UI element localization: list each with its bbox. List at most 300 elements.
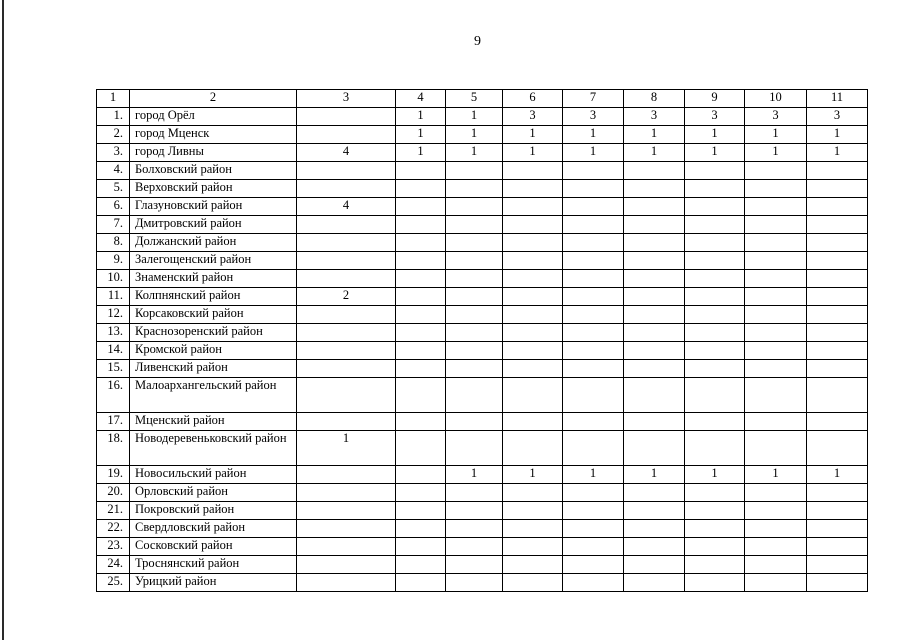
value-cell [396,520,446,538]
district-name-cell: Верховский район [130,180,297,198]
table-row [97,413,868,431]
value-cell [807,413,868,431]
value-cell [624,252,685,270]
value-cell [624,378,685,413]
value-cell [685,360,745,378]
value-cell [807,556,868,574]
value-cell [396,413,446,431]
value-cell: 1 [503,126,563,144]
row-number-cell: 8. [97,234,130,252]
value-cell: 1 [624,126,685,144]
value-cell [297,162,396,180]
row-number-cell: 15. [97,360,130,378]
value-cell [297,126,396,144]
value-cell [503,378,563,413]
value-cell [446,360,503,378]
value-cell [563,162,624,180]
value-cell [745,288,807,306]
value-cell [297,324,396,342]
district-table [96,89,868,592]
table-row [97,484,868,502]
table-row [97,574,868,592]
value-cell [745,162,807,180]
district-name-cell: Сосковский район [130,538,297,556]
value-cell [685,324,745,342]
value-cell [563,378,624,413]
value-cell [446,520,503,538]
district-name-cell: Новосильский район [130,466,297,484]
value-cell [503,538,563,556]
value-cell [396,574,446,592]
row-number-cell: 9. [97,252,130,270]
district-name-cell: Залегощенский район [130,252,297,270]
value-cell [446,378,503,413]
row-number-cell: 2. [97,126,130,144]
value-cell [624,216,685,234]
value-cell [563,520,624,538]
value-cell: 1 [446,144,503,162]
value-cell: 3 [563,108,624,126]
district-name-cell: Корсаковский район [130,306,297,324]
value-cell: 3 [745,108,807,126]
value-cell [503,502,563,520]
value-cell [745,520,807,538]
value-cell [446,413,503,431]
value-cell: 1 [446,126,503,144]
value-cell: 1 [745,466,807,484]
value-cell [503,252,563,270]
value-cell [745,413,807,431]
table-row [97,108,868,126]
value-cell [563,484,624,502]
value-cell [396,431,446,466]
value-cell [807,378,868,413]
district-name-cell: Ливенский район [130,360,297,378]
value-cell [563,234,624,252]
value-cell [745,342,807,360]
value-cell [563,270,624,288]
value-cell [685,234,745,252]
table-row [97,360,868,378]
value-cell: 1 [745,126,807,144]
value-cell [563,538,624,556]
table-body [97,90,868,592]
value-cell [503,360,563,378]
value-cell [446,162,503,180]
table-row [97,466,868,484]
value-cell [624,288,685,306]
value-cell [563,574,624,592]
value-cell [685,538,745,556]
row-number-cell: 1 [97,90,130,108]
row-number-cell: 14. [97,342,130,360]
value-cell: 4 [297,198,396,216]
value-cell: 2 [297,288,396,306]
row-number-cell: 12. [97,306,130,324]
value-cell [624,198,685,216]
value-cell [563,180,624,198]
value-cell [685,520,745,538]
value-cell [503,180,563,198]
table-row [97,252,868,270]
value-cell [396,234,446,252]
table-row [97,324,868,342]
row-number-cell: 10. [97,270,130,288]
value-cell [685,162,745,180]
value-cell: 6 [503,90,563,108]
value-cell: 1 [503,144,563,162]
district-name-cell: Новодеревеньковский район [130,431,297,466]
page-left-edge [2,0,4,640]
value-cell [503,288,563,306]
value-cell: 10 [745,90,807,108]
value-cell [807,360,868,378]
value-cell [503,324,563,342]
row-number-cell: 3. [97,144,130,162]
value-cell [297,252,396,270]
value-cell [685,198,745,216]
table-row [97,162,868,180]
value-cell [297,484,396,502]
value-cell: 3 [297,90,396,108]
value-cell [396,538,446,556]
row-number-cell: 6. [97,198,130,216]
value-cell [685,180,745,198]
table-row [97,234,868,252]
table-row [97,520,868,538]
value-cell: 1 [446,466,503,484]
value-cell [446,270,503,288]
value-cell [685,413,745,431]
value-cell [503,162,563,180]
district-name-cell: Покровский район [130,502,297,520]
district-name-cell: Мценский район [130,413,297,431]
value-cell [396,360,446,378]
value-cell [503,216,563,234]
value-cell [396,306,446,324]
value-cell [396,198,446,216]
value-cell [446,198,503,216]
table-row [97,126,868,144]
value-cell [807,520,868,538]
value-cell [807,252,868,270]
value-cell [807,502,868,520]
value-cell [396,502,446,520]
value-cell [297,234,396,252]
table-row [97,216,868,234]
value-cell [297,108,396,126]
value-cell [297,520,396,538]
value-cell [624,162,685,180]
table-row [97,431,868,466]
value-cell [745,234,807,252]
value-cell [807,324,868,342]
district-name-cell: Малоархангельский район [130,378,297,413]
value-cell [685,270,745,288]
value-cell [807,306,868,324]
district-name-cell: Колпнянский район [130,288,297,306]
value-cell [396,270,446,288]
value-cell: 4 [396,90,446,108]
value-cell: 1 [745,144,807,162]
value-cell [624,484,685,502]
value-cell [446,556,503,574]
value-cell [807,216,868,234]
value-cell [503,270,563,288]
value-cell [446,180,503,198]
value-cell [297,216,396,234]
row-number-cell: 21. [97,502,130,520]
value-cell [685,378,745,413]
row-number-cell: 19. [97,466,130,484]
value-cell [745,216,807,234]
value-cell: 9 [685,90,745,108]
page-number: 9 [474,34,481,49]
value-cell: 8 [624,90,685,108]
value-cell: 5 [446,90,503,108]
row-number-cell: 20. [97,484,130,502]
value-cell [503,234,563,252]
value-cell [297,538,396,556]
value-cell [396,216,446,234]
value-cell [807,342,868,360]
table-row [97,502,868,520]
value-cell [503,342,563,360]
value-cell [685,556,745,574]
value-cell [685,484,745,502]
value-cell [745,378,807,413]
value-cell [807,484,868,502]
table-header-row [97,90,868,108]
value-cell [503,413,563,431]
row-number-cell: 4. [97,162,130,180]
value-cell [685,306,745,324]
value-cell [446,306,503,324]
value-cell [685,502,745,520]
table-row [97,180,868,198]
value-cell [297,556,396,574]
value-cell [563,360,624,378]
row-number-cell: 16. [97,378,130,413]
value-cell: 1 [685,144,745,162]
value-cell [624,431,685,466]
value-cell: 7 [563,90,624,108]
row-number-cell: 17. [97,413,130,431]
table-row [97,270,868,288]
value-cell [624,574,685,592]
table-row [97,342,868,360]
value-cell: 3 [624,108,685,126]
value-cell [446,574,503,592]
value-cell [563,556,624,574]
value-cell: 1 [396,144,446,162]
value-cell [624,556,685,574]
value-cell [624,538,685,556]
value-cell [807,288,868,306]
value-cell [745,324,807,342]
value-cell [563,413,624,431]
value-cell [446,538,503,556]
value-cell [563,324,624,342]
value-cell [807,234,868,252]
value-cell [624,342,685,360]
value-cell [624,520,685,538]
value-cell: 3 [807,108,868,126]
row-number-cell: 24. [97,556,130,574]
district-name-cell: город Орёл [130,108,297,126]
value-cell [745,538,807,556]
district-name-cell: Свердловский район [130,520,297,538]
value-cell [745,431,807,466]
value-cell [624,502,685,520]
value-cell: 4 [297,144,396,162]
row-number-cell: 13. [97,324,130,342]
value-cell [503,556,563,574]
value-cell [396,378,446,413]
value-cell: 1 [685,126,745,144]
value-cell [297,180,396,198]
value-cell [503,198,563,216]
value-cell: 1 [807,144,868,162]
district-name-cell: Кромской район [130,342,297,360]
value-cell: 1 [624,144,685,162]
value-cell [745,484,807,502]
value-cell [563,502,624,520]
value-cell [563,216,624,234]
value-cell [807,198,868,216]
value-cell [396,484,446,502]
table-row [97,288,868,306]
value-cell [446,484,503,502]
value-cell [624,360,685,378]
value-cell [745,252,807,270]
value-cell [685,574,745,592]
value-cell [503,484,563,502]
table-row [97,378,868,413]
row-number-cell: 1. [97,108,130,126]
value-cell: 3 [685,108,745,126]
row-number-cell: 22. [97,520,130,538]
value-cell [745,556,807,574]
table-row [97,306,868,324]
district-name-cell: Орловский район [130,484,297,502]
value-cell [624,306,685,324]
value-cell [446,288,503,306]
value-cell [396,342,446,360]
value-cell [745,502,807,520]
district-name-cell: город Мценск [130,126,297,144]
value-cell [446,324,503,342]
value-cell [807,431,868,466]
value-cell: 1 [563,466,624,484]
value-cell [297,306,396,324]
value-cell: 1 [503,466,563,484]
value-cell [297,342,396,360]
value-cell: 1 [446,108,503,126]
value-cell [624,270,685,288]
value-cell [745,270,807,288]
value-cell [745,574,807,592]
value-cell [297,574,396,592]
value-cell [396,252,446,270]
district-name-cell: Болховский район [130,162,297,180]
district-name-cell: Краснозоренский район [130,324,297,342]
value-cell [446,234,503,252]
district-name-cell: город Ливны [130,144,297,162]
table-row [97,538,868,556]
value-cell [396,180,446,198]
value-cell: 1 [563,144,624,162]
value-cell [446,216,503,234]
value-cell [563,306,624,324]
row-number-cell: 11. [97,288,130,306]
value-cell [297,502,396,520]
row-number-cell: 25. [97,574,130,592]
value-cell: 1 [685,466,745,484]
value-cell [503,431,563,466]
value-cell [446,431,503,466]
value-cell: 1 [297,431,396,466]
table-row [97,144,868,162]
value-cell [396,162,446,180]
value-cell [685,288,745,306]
value-cell: 1 [396,108,446,126]
district-name-cell: 2 [130,90,297,108]
value-cell [685,431,745,466]
value-cell [396,556,446,574]
value-cell [503,306,563,324]
value-cell [563,288,624,306]
value-cell [745,180,807,198]
value-cell: 1 [807,466,868,484]
value-cell: 1 [624,466,685,484]
value-cell [807,574,868,592]
value-cell [807,538,868,556]
district-name-cell: Глазуновский район [130,198,297,216]
row-number-cell: 5. [97,180,130,198]
table-row [97,198,868,216]
row-number-cell: 18. [97,431,130,466]
value-cell [396,324,446,342]
value-cell [446,502,503,520]
value-cell: 1 [396,126,446,144]
value-cell [745,198,807,216]
value-cell [396,466,446,484]
value-cell [745,306,807,324]
district-name-cell: Должанский район [130,234,297,252]
value-cell [503,520,563,538]
value-cell [563,431,624,466]
value-cell [297,378,396,413]
value-cell [297,360,396,378]
district-name-cell: Дмитровский район [130,216,297,234]
value-cell: 1 [807,126,868,144]
value-cell [563,198,624,216]
value-cell [807,270,868,288]
value-cell [297,466,396,484]
value-cell: 1 [563,126,624,144]
table-row [97,556,868,574]
value-cell [624,180,685,198]
district-name-cell: Урицкий район [130,574,297,592]
value-cell [685,252,745,270]
district-name-cell: Троснянский район [130,556,297,574]
row-number-cell: 7. [97,216,130,234]
value-cell [563,342,624,360]
value-cell [624,234,685,252]
value-cell [624,324,685,342]
value-cell [745,360,807,378]
